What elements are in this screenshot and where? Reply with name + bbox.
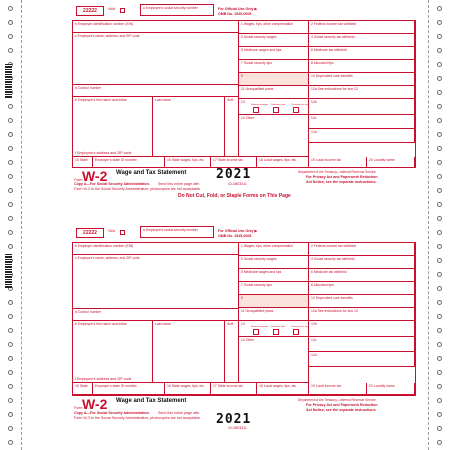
copy-a: Copy A—For Social Security Administration. xyxy=(74,411,150,415)
box-f: f Employee's address and ZIP code xyxy=(75,151,132,155)
tractor-hole-icon xyxy=(8,244,13,249)
tractor-hole-icon xyxy=(437,76,442,81)
tractor-hole-icon xyxy=(8,384,13,389)
box-4[interactable]: 4 Social security tax withheld xyxy=(309,256,415,269)
box-13[interactable]: 13 Statutory employee Retirement plan Third-party sick pay xyxy=(239,321,309,337)
box-9[interactable]: 9 xyxy=(239,73,309,86)
tractor-hole-icon xyxy=(437,104,442,109)
box-e-first[interactable]: e Employee's first name and initial xyxy=(73,321,153,383)
box-12d[interactable]: 12d xyxy=(309,129,415,143)
box-14[interactable]: 14 Other xyxy=(239,115,309,157)
tractor-hole-icon xyxy=(437,216,442,221)
form-code: 22222 xyxy=(76,228,104,238)
void-label: Void xyxy=(108,7,115,11)
box-14[interactable]: 14 Other xyxy=(239,337,309,383)
tractor-hole-icon xyxy=(437,426,442,431)
retirement-plan-checkbox[interactable] xyxy=(273,329,279,335)
copy-a: Copy A—For Social Security Administration. xyxy=(74,182,150,186)
box-c[interactable]: c Employer's name, address, and ZIP code xyxy=(73,255,239,309)
box-b[interactable]: b Employer identification number (EIN) xyxy=(73,21,239,33)
box-c[interactable]: c Employer's name, address, and ZIP code xyxy=(73,33,239,85)
tractor-hole-icon xyxy=(8,118,13,123)
box-7[interactable]: 7 Social security tips xyxy=(239,60,309,73)
box-19[interactable]: 19 Local income tax xyxy=(309,157,367,168)
tractor-hole-icon xyxy=(437,132,442,137)
dept-treasury: Department of the Treasury—Internal Revenue Service xyxy=(298,398,376,402)
form-label: Form xyxy=(74,406,83,410)
tractor-hole-icon xyxy=(8,356,13,361)
copy-a-rest: Send this entire page with xyxy=(158,411,200,415)
tax-year: 2021 xyxy=(216,167,252,182)
tractor-hole-icon xyxy=(437,202,442,207)
box-6[interactable]: 6 Medicare tax withheld xyxy=(309,47,415,60)
box-e-suff[interactable]: Suff. xyxy=(225,321,239,383)
tractor-hole-icon xyxy=(437,62,442,67)
box-7[interactable]: 7 Social security tips xyxy=(239,282,309,295)
tractor-hole-icon xyxy=(437,286,442,291)
tractor-hole-icon xyxy=(8,146,13,151)
tractor-hole-icon xyxy=(437,174,442,179)
tractor-hole-icon xyxy=(437,146,442,151)
box-13-option-label: Statutory employee xyxy=(251,104,269,106)
omb-number: OMB No. 1545-0008 xyxy=(218,12,252,16)
tractor-hole-icon xyxy=(8,412,13,417)
copy-a-2: Form W-3 to the Social Security Administration; photocopies are not acceptable. xyxy=(74,416,202,420)
box-3[interactable]: 3 Social security wages xyxy=(239,256,309,269)
box-12c[interactable]: 12c xyxy=(309,337,415,352)
void-checkbox[interactable] xyxy=(120,8,125,13)
tractor-hole-icon xyxy=(8,202,13,207)
box-a[interactable]: a Employee's social security number xyxy=(140,226,214,238)
form-title: Wage and Tax Statement xyxy=(116,170,187,176)
tractor-hole-icon xyxy=(437,6,442,11)
tractor-hole-icon xyxy=(437,342,442,347)
box-16[interactable]: 16 State wages, tips, etc. xyxy=(165,157,211,168)
box-13-option-label: Statutory employee xyxy=(251,326,269,328)
box-10[interactable]: 10 Dependent care benefits xyxy=(309,73,415,86)
tractor-hole-icon xyxy=(8,342,13,347)
box-e-suff[interactable]: Suff. xyxy=(225,97,239,157)
tractor-hole-icon xyxy=(437,188,442,193)
box-2[interactable]: 2 Federal income tax withheld xyxy=(309,243,415,256)
box-17[interactable]: 17 State income tax xyxy=(211,383,257,395)
statutory-employee-checkbox[interactable] xyxy=(253,329,259,335)
box-12d[interactable]: 12d xyxy=(309,352,415,367)
box-13-option-label: Retirement plan xyxy=(271,104,286,106)
tractor-hole-icon xyxy=(8,370,13,375)
tractor-hole-icon xyxy=(437,384,442,389)
tractor-hole-icon xyxy=(8,48,13,53)
tractor-hole-icon xyxy=(437,300,442,305)
tractor-hole-icon xyxy=(437,230,442,235)
box-12a[interactable]: 12a See instructions for box 12 xyxy=(309,308,415,321)
tractor-hole-icon xyxy=(437,314,442,319)
box-12b[interactable]: 12b xyxy=(309,99,415,115)
box-16[interactable]: 16 State wages, tips, etc. xyxy=(165,383,211,395)
box-9[interactable]: 9 xyxy=(239,295,309,308)
tractor-hole-icon xyxy=(8,174,13,179)
privacy-act: For Privacy Act and Paperwork Reduction xyxy=(306,175,378,179)
box-1[interactable]: 1 Wages, tips, other compensation xyxy=(239,243,309,256)
barcode-icon xyxy=(5,254,12,288)
tractor-hole-icon xyxy=(437,34,442,39)
tractor-hole-icon xyxy=(437,160,442,165)
tractor-hole-icon xyxy=(437,440,442,445)
tax-year: 2021 xyxy=(216,412,252,427)
form-code: 22222 xyxy=(76,6,104,16)
tractor-hole-icon xyxy=(8,160,13,165)
tractor-hole-icon xyxy=(8,300,13,305)
cat-number: 41-0803411 xyxy=(228,426,247,430)
tractor-hole-icon xyxy=(437,272,442,277)
copy-a-2: Form W-3 to the Social Security Administration; photocopies are not acceptable. xyxy=(74,187,202,191)
box-11[interactable]: 11 Nonqualified plans xyxy=(239,308,309,321)
tractor-hole-icon xyxy=(437,356,442,361)
tractor-hole-icon xyxy=(437,90,442,95)
box-19[interactable]: 19 Local income tax xyxy=(309,383,367,395)
statutory-employee-checkbox[interactable] xyxy=(253,107,259,113)
box-5[interactable]: 5 Medicare wages and tips xyxy=(239,47,309,60)
tractor-hole-icon xyxy=(437,258,442,263)
form-title: Wage and Tax Statement xyxy=(116,398,187,404)
box-e-first[interactable]: e Employee's first name and initial xyxy=(73,97,153,157)
box-20[interactable]: 20 Locality name xyxy=(367,383,415,395)
box-5[interactable]: 5 Medicare wages and tips xyxy=(239,269,309,282)
w2-title: W-2 xyxy=(82,168,108,184)
box-13-option-label: Retirement plan xyxy=(271,326,286,328)
box-18[interactable]: 18 Local wages, tips, etc. xyxy=(257,383,309,395)
w2-title: W-2 xyxy=(82,396,108,412)
box-4[interactable]: 4 Social security tax withheld xyxy=(309,34,415,47)
tractor-hole-icon xyxy=(8,132,13,137)
box-2[interactable]: 2 Federal income tax withheld xyxy=(309,21,415,34)
tractor-hole-icon xyxy=(437,398,442,403)
tractor-hole-icon xyxy=(8,34,13,39)
box-e-last[interactable]: Last name xyxy=(153,97,225,157)
box-12a[interactable]: 12a See instructions for box 12 xyxy=(309,86,415,99)
tractor-hole-icon xyxy=(437,328,442,333)
box-a[interactable]: a Employee's social security number xyxy=(140,4,214,16)
box-18[interactable]: 18 Local wages, tips, etc. xyxy=(257,157,309,168)
tractor-hole-icon xyxy=(8,230,13,235)
tractor-hole-icon xyxy=(8,216,13,221)
void-label: Void xyxy=(108,229,115,233)
box-b[interactable]: b Employer identification number (EIN) xyxy=(73,243,239,255)
box-3[interactable]: 3 Social security wages xyxy=(239,34,309,47)
box-13[interactable]: 13 Statutory employee Retirement plan Third-party sick pay xyxy=(239,99,309,115)
tractor-hole-icon xyxy=(8,426,13,431)
copy-a-rest: Send this entire page with xyxy=(158,182,200,186)
box-10[interactable]: 10 Dependent care benefits xyxy=(309,295,415,308)
form-label: Form xyxy=(74,178,83,182)
omb-number: OMB No. 1545-0008 xyxy=(218,234,252,238)
tractor-hole-icon xyxy=(437,118,442,123)
box-15-state-id[interactable]: Employer's state ID number xyxy=(93,157,165,168)
tractor-hole-icon xyxy=(437,48,442,53)
tractor-hole-icon xyxy=(437,370,442,375)
barcode-icon xyxy=(5,64,12,98)
tractor-hole-icon xyxy=(8,328,13,333)
retirement-plan-checkbox[interactable] xyxy=(273,107,279,113)
cat-number: 41-0803411 xyxy=(228,182,247,186)
box-d[interactable]: d Control number xyxy=(73,85,239,97)
privacy-act-2: Act Notice, see the separate instructions. xyxy=(306,408,377,412)
void-checkbox[interactable] xyxy=(120,230,125,235)
box-d[interactable]: d Control number xyxy=(73,309,239,321)
tractor-hole-icon xyxy=(8,188,13,193)
third-party-sick-pay-checkbox[interactable] xyxy=(293,107,299,113)
box-15-state-id[interactable]: Employer's state ID number xyxy=(93,383,165,395)
box-15[interactable]: 15 State xyxy=(73,157,93,168)
box-13-option-label: Third-party sick pay xyxy=(291,104,309,106)
tractor-hole-icon xyxy=(8,20,13,25)
tractor-hole-icon xyxy=(8,104,13,109)
box-8[interactable]: 8 Allocated tips xyxy=(309,282,415,295)
box-12c[interactable]: 12c xyxy=(309,115,415,129)
official-use: For Official Use Only ▶ xyxy=(218,7,258,11)
tractor-hole-icon xyxy=(8,440,13,445)
do-not-cut-notice: Do Not Cut, Fold, or Staple Forms on This Page xyxy=(178,193,291,199)
box-12b[interactable]: 12b xyxy=(309,321,415,337)
box-f: f Employee's address and ZIP code xyxy=(75,377,132,381)
box-6[interactable]: 6 Medicare tax withheld xyxy=(309,269,415,282)
dept-treasury: Department of the Treasury—Internal Revenue Service xyxy=(298,170,376,174)
tractor-hole-icon xyxy=(437,20,442,25)
privacy-act-2: Act Notice, see the separate instructions. xyxy=(306,180,377,184)
tractor-hole-icon xyxy=(8,6,13,11)
privacy-act: For Privacy Act and Paperwork Reduction xyxy=(306,403,378,407)
tractor-hole-icon xyxy=(437,412,442,417)
box-1[interactable]: 1 Wages, tips, other compensation xyxy=(239,21,309,34)
box-15[interactable]: 15 State xyxy=(73,383,93,395)
box-11[interactable]: 11 Nonqualified plans xyxy=(239,86,309,99)
box-e-last[interactable]: Last name xyxy=(153,321,225,383)
box-13-option-label: Third-party sick pay xyxy=(291,326,309,328)
third-party-sick-pay-checkbox[interactable] xyxy=(293,329,299,335)
tractor-hole-icon xyxy=(8,314,13,319)
right-tractor-strip xyxy=(428,0,450,450)
tractor-hole-icon xyxy=(8,398,13,403)
official-use: For Official Use Only ▶ xyxy=(218,229,258,233)
box-17[interactable]: 17 State income tax xyxy=(211,157,257,168)
tractor-hole-icon xyxy=(437,244,442,249)
box-20[interactable]: 20 Locality name xyxy=(367,157,415,168)
box-8[interactable]: 8 Allocated tips xyxy=(309,60,415,73)
